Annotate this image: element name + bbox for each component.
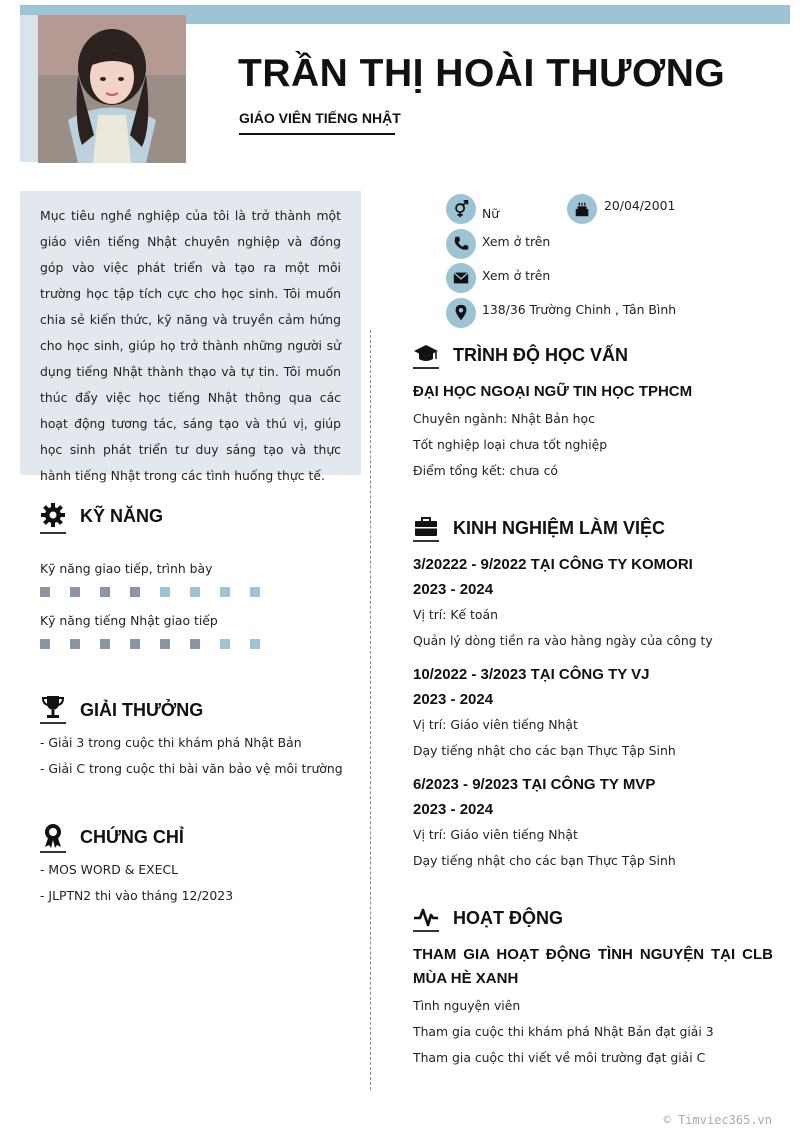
- skill-label: Kỹ năng tiếng Nhật giao tiếp: [40, 613, 218, 628]
- briefcase-icon: [413, 514, 439, 540]
- awards-icon-underline: [40, 722, 66, 724]
- skill-dot-empty: [160, 587, 170, 597]
- skill-dot-empty: [220, 587, 230, 597]
- gear-icon: [40, 502, 66, 528]
- job-position: Vị trí: Giáo viên tiếng Nhật: [413, 827, 578, 842]
- skill-dot-empty: [220, 639, 230, 649]
- job-years: 2023 - 2024: [413, 801, 494, 818]
- education-line: Điểm tổng kết: chưa có: [413, 463, 558, 478]
- certificate-item: - JLPTN2 thi vào tháng 12/2023: [40, 888, 234, 903]
- job-years: 2023 - 2024: [413, 691, 494, 708]
- job-position: Vị trí: Giáo viên tiếng Nhật: [413, 717, 578, 732]
- skill-dot-filled: [190, 639, 200, 649]
- job-heading: 6/2023 - 9/2023 TẠI CÔNG TY MVP: [413, 776, 656, 793]
- education-school: ĐẠI HỌC NGOẠI NGỮ TIN HỌC TPHCM: [413, 383, 693, 400]
- footer-watermark: © Timviec365.vn: [663, 1113, 772, 1127]
- award-item: - Giải C trong cuộc thi bài văn bảo vệ môi trường: [40, 761, 343, 776]
- address-value: 138/36 Trường Chinh , Tân Bình: [482, 302, 677, 317]
- job-years: 2023 - 2024: [413, 581, 494, 598]
- pulse-activity-icon: [413, 904, 439, 930]
- gender-icon: [446, 194, 476, 224]
- skill-dot-filled: [70, 639, 80, 649]
- skill-dot-filled: [130, 587, 140, 597]
- awards-title: GIẢI THƯỞNG: [80, 700, 204, 720]
- skill-dot-filled: [40, 587, 50, 597]
- email-envelope-icon: [446, 263, 476, 293]
- career-objective-text: Mục tiêu nghề nghiệp của tôi là trở thành một giáo viên tiếng Nhật chuyên nghiệp và đóng góp vào việc phát triển và tạo ra một môi trường học tập tích cực cho học sinh. Tôi muốn chia sẻ kiến thức, kỹ năng và truyền cảm hứng cho học sinh, giúp họ trở thành những người sử dụng tiếng Nhật thành thạo và tự tin. Tôi muốn thúc đẩy việc học tiếng Nhật thông qua các hoạt động tương tác, sáng tạo và thú vị, giúp học sinh phát triển tư duy sáng tạo và thực hành tiếng Nhật trong các tình huống thực tế.: [40, 208, 341, 483]
- career-objective-panel: [20, 191, 361, 483]
- certificate-item: - MOS WORD & EXECL: [40, 862, 179, 877]
- activity-heading-line2: MÙA HÈ XANH: [413, 970, 519, 987]
- profile-photo: [38, 15, 186, 163]
- phone-value: Xem ở trên: [482, 234, 551, 249]
- graduation-cap-icon: [413, 341, 439, 367]
- skill-dot-filled: [130, 639, 140, 649]
- medal-ribbon-icon: [40, 822, 66, 848]
- birthday-value: 20/04/2001: [604, 198, 676, 213]
- skill-dot-filled: [160, 639, 170, 649]
- skill-dot-empty: [250, 639, 260, 649]
- skill-dot-empty: [190, 587, 200, 597]
- experience-icon-underline: [413, 540, 439, 542]
- skill-dot-filled: [100, 639, 110, 649]
- education-line: Chuyên ngành: Nhật Bản học: [413, 411, 595, 426]
- gender-value: Nữ: [482, 206, 500, 221]
- column-divider: [370, 330, 371, 1090]
- job-description: Quản lý dòng tiền ra vào hàng ngày của công ty: [413, 633, 713, 648]
- activity-heading-line1: THAM GIA HOẠT ĐỘNG TÌNH NGUYỆN TẠI CLB: [413, 946, 773, 963]
- skill-label: Kỹ năng giao tiếp, trình bày: [40, 561, 213, 576]
- skill-dot-empty: [250, 587, 260, 597]
- birthday-cake-icon: [567, 194, 597, 224]
- skills-title: KỸ NĂNG: [80, 506, 164, 526]
- activity-line: Tình nguyện viên: [413, 998, 521, 1013]
- skills-icon-underline: [40, 532, 66, 534]
- experience-title: KINH NGHIỆM LÀM VIỆC: [453, 518, 666, 538]
- job-heading: 3/20222 - 9/2022 TẠI CÔNG TY KOMORI: [413, 556, 693, 573]
- activity-line: Tham gia cuộc thi khám phá Nhật Bản đạt giải 3: [413, 1024, 714, 1039]
- education-icon-underline: [413, 367, 439, 369]
- job-description: Dạy tiếng nhật cho các bạn Thực Tập Sinh: [413, 743, 676, 758]
- activities-icon-underline: [413, 930, 439, 932]
- skill-dot-filled: [100, 587, 110, 597]
- job-title: GIÁO VIÊN TIẾNG NHẬT: [239, 110, 401, 126]
- education-title: TRÌNH ĐỘ HỌC VẤN: [453, 345, 628, 365]
- trophy-icon: [40, 694, 66, 720]
- job-heading: 10/2022 - 3/2023 TẠI CÔNG TY VJ: [413, 666, 650, 683]
- location-pin-icon: [446, 298, 476, 328]
- phone-icon: [446, 229, 476, 259]
- activities-title: HOẠT ĐỘNG: [453, 908, 563, 928]
- skill-dot-filled: [70, 587, 80, 597]
- full-name: TRẦN THỊ HOÀI THƯƠNG: [238, 52, 726, 95]
- job-title-underline: [239, 133, 395, 135]
- activity-line: Tham gia cuộc thi viết về môi trường đạt giải C: [413, 1050, 706, 1065]
- job-description: Dạy tiếng nhật cho các bạn Thực Tập Sinh: [413, 853, 676, 868]
- certificates-icon-underline: [40, 851, 66, 853]
- education-line: Tốt nghiệp loại chưa tốt nghiệp: [413, 437, 608, 452]
- skill-dot-filled: [40, 639, 50, 649]
- email-value: Xem ở trên: [482, 268, 551, 283]
- certificates-title: CHỨNG CHỈ: [80, 827, 184, 847]
- job-position: Vị trí: Kế toán: [413, 607, 498, 622]
- award-item: - Giải 3 trong cuộc thi khám phá Nhật Bản: [40, 735, 302, 750]
